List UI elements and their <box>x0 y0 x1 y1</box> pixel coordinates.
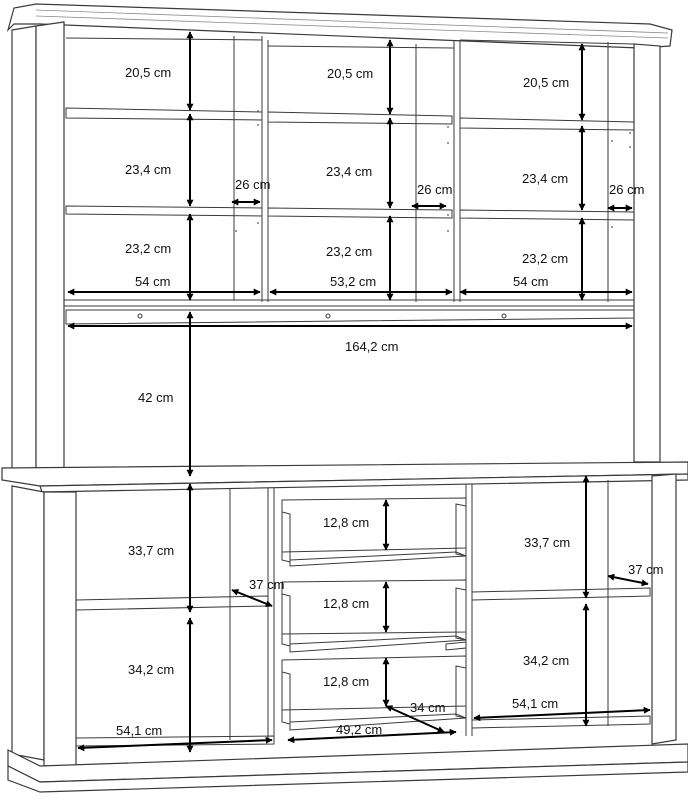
label-mid-left: 23,4 cm <box>125 162 172 177</box>
label-base-depth-left: 37 cm <box>249 577 285 592</box>
label-width-mid: 53,2 cm <box>330 274 377 289</box>
hutch-left-pillar <box>12 26 36 474</box>
label-base-width-left: 54,1 cm <box>116 723 163 738</box>
label-width-left: 54 cm <box>135 274 171 289</box>
label-base-depth-right: 37 cm <box>628 562 664 577</box>
drawer-1 <box>282 498 466 566</box>
base-shelf-right <box>472 588 650 600</box>
label-base-top-left: 33,7 cm <box>128 543 175 558</box>
label-drawer-width: 49,2 cm <box>336 722 383 737</box>
dim-base-depth-left <box>232 590 272 606</box>
label-drawer-2-height: 12,8 cm <box>323 596 370 611</box>
dim-base-depth-right <box>608 576 648 584</box>
label-base-bottom-right: 34,2 cm <box>523 653 570 668</box>
shelf-left-2 <box>66 206 262 216</box>
hutch-bottom-board <box>64 300 634 306</box>
label-drawer-1-height: 12,8 cm <box>323 515 370 530</box>
label-depth-mid: 26 cm <box>417 182 453 197</box>
label-low-mid: 23,2 cm <box>326 244 373 259</box>
label-low-left: 23,2 cm <box>125 241 172 256</box>
label-base-width-right: 54,1 cm <box>512 696 559 711</box>
back-rail <box>66 310 634 324</box>
label-base-top-right: 33,7 cm <box>524 535 571 550</box>
shelf-left-1 <box>66 108 262 120</box>
shelf-mid-1 <box>268 112 452 124</box>
label-drawer-3-height: 12,8 cm <box>323 674 370 689</box>
label-base-bottom-left: 34,2 cm <box>128 662 175 677</box>
hutch-right-pillar <box>634 44 660 462</box>
label-top-left: 20,5 cm <box>125 65 172 80</box>
drawer-2 <box>282 580 466 652</box>
drawer-3 <box>282 656 466 730</box>
base-shelf-left <box>76 596 268 610</box>
label-width-right: 54 cm <box>513 274 549 289</box>
label-top-mid: 20,5 cm <box>327 66 374 81</box>
label-depth-right: 26 cm <box>609 182 645 197</box>
base-right-side <box>652 474 676 744</box>
base-left-side <box>12 486 44 760</box>
label-overall-width: 164,2 cm <box>345 339 399 354</box>
label-low-right: 23,2 cm <box>522 251 569 266</box>
label-mid-right: 23,4 cm <box>522 171 569 186</box>
label-open-gap: 42 cm <box>138 390 174 405</box>
shelf-mid-2 <box>268 208 452 218</box>
crown-molding <box>8 4 672 48</box>
label-drawer-depth: 34 cm <box>410 700 446 715</box>
label-depth-left: 26 cm <box>235 177 271 192</box>
label-mid-mid: 23,4 cm <box>326 164 373 179</box>
label-top-right: 20,5 cm <box>523 75 570 90</box>
